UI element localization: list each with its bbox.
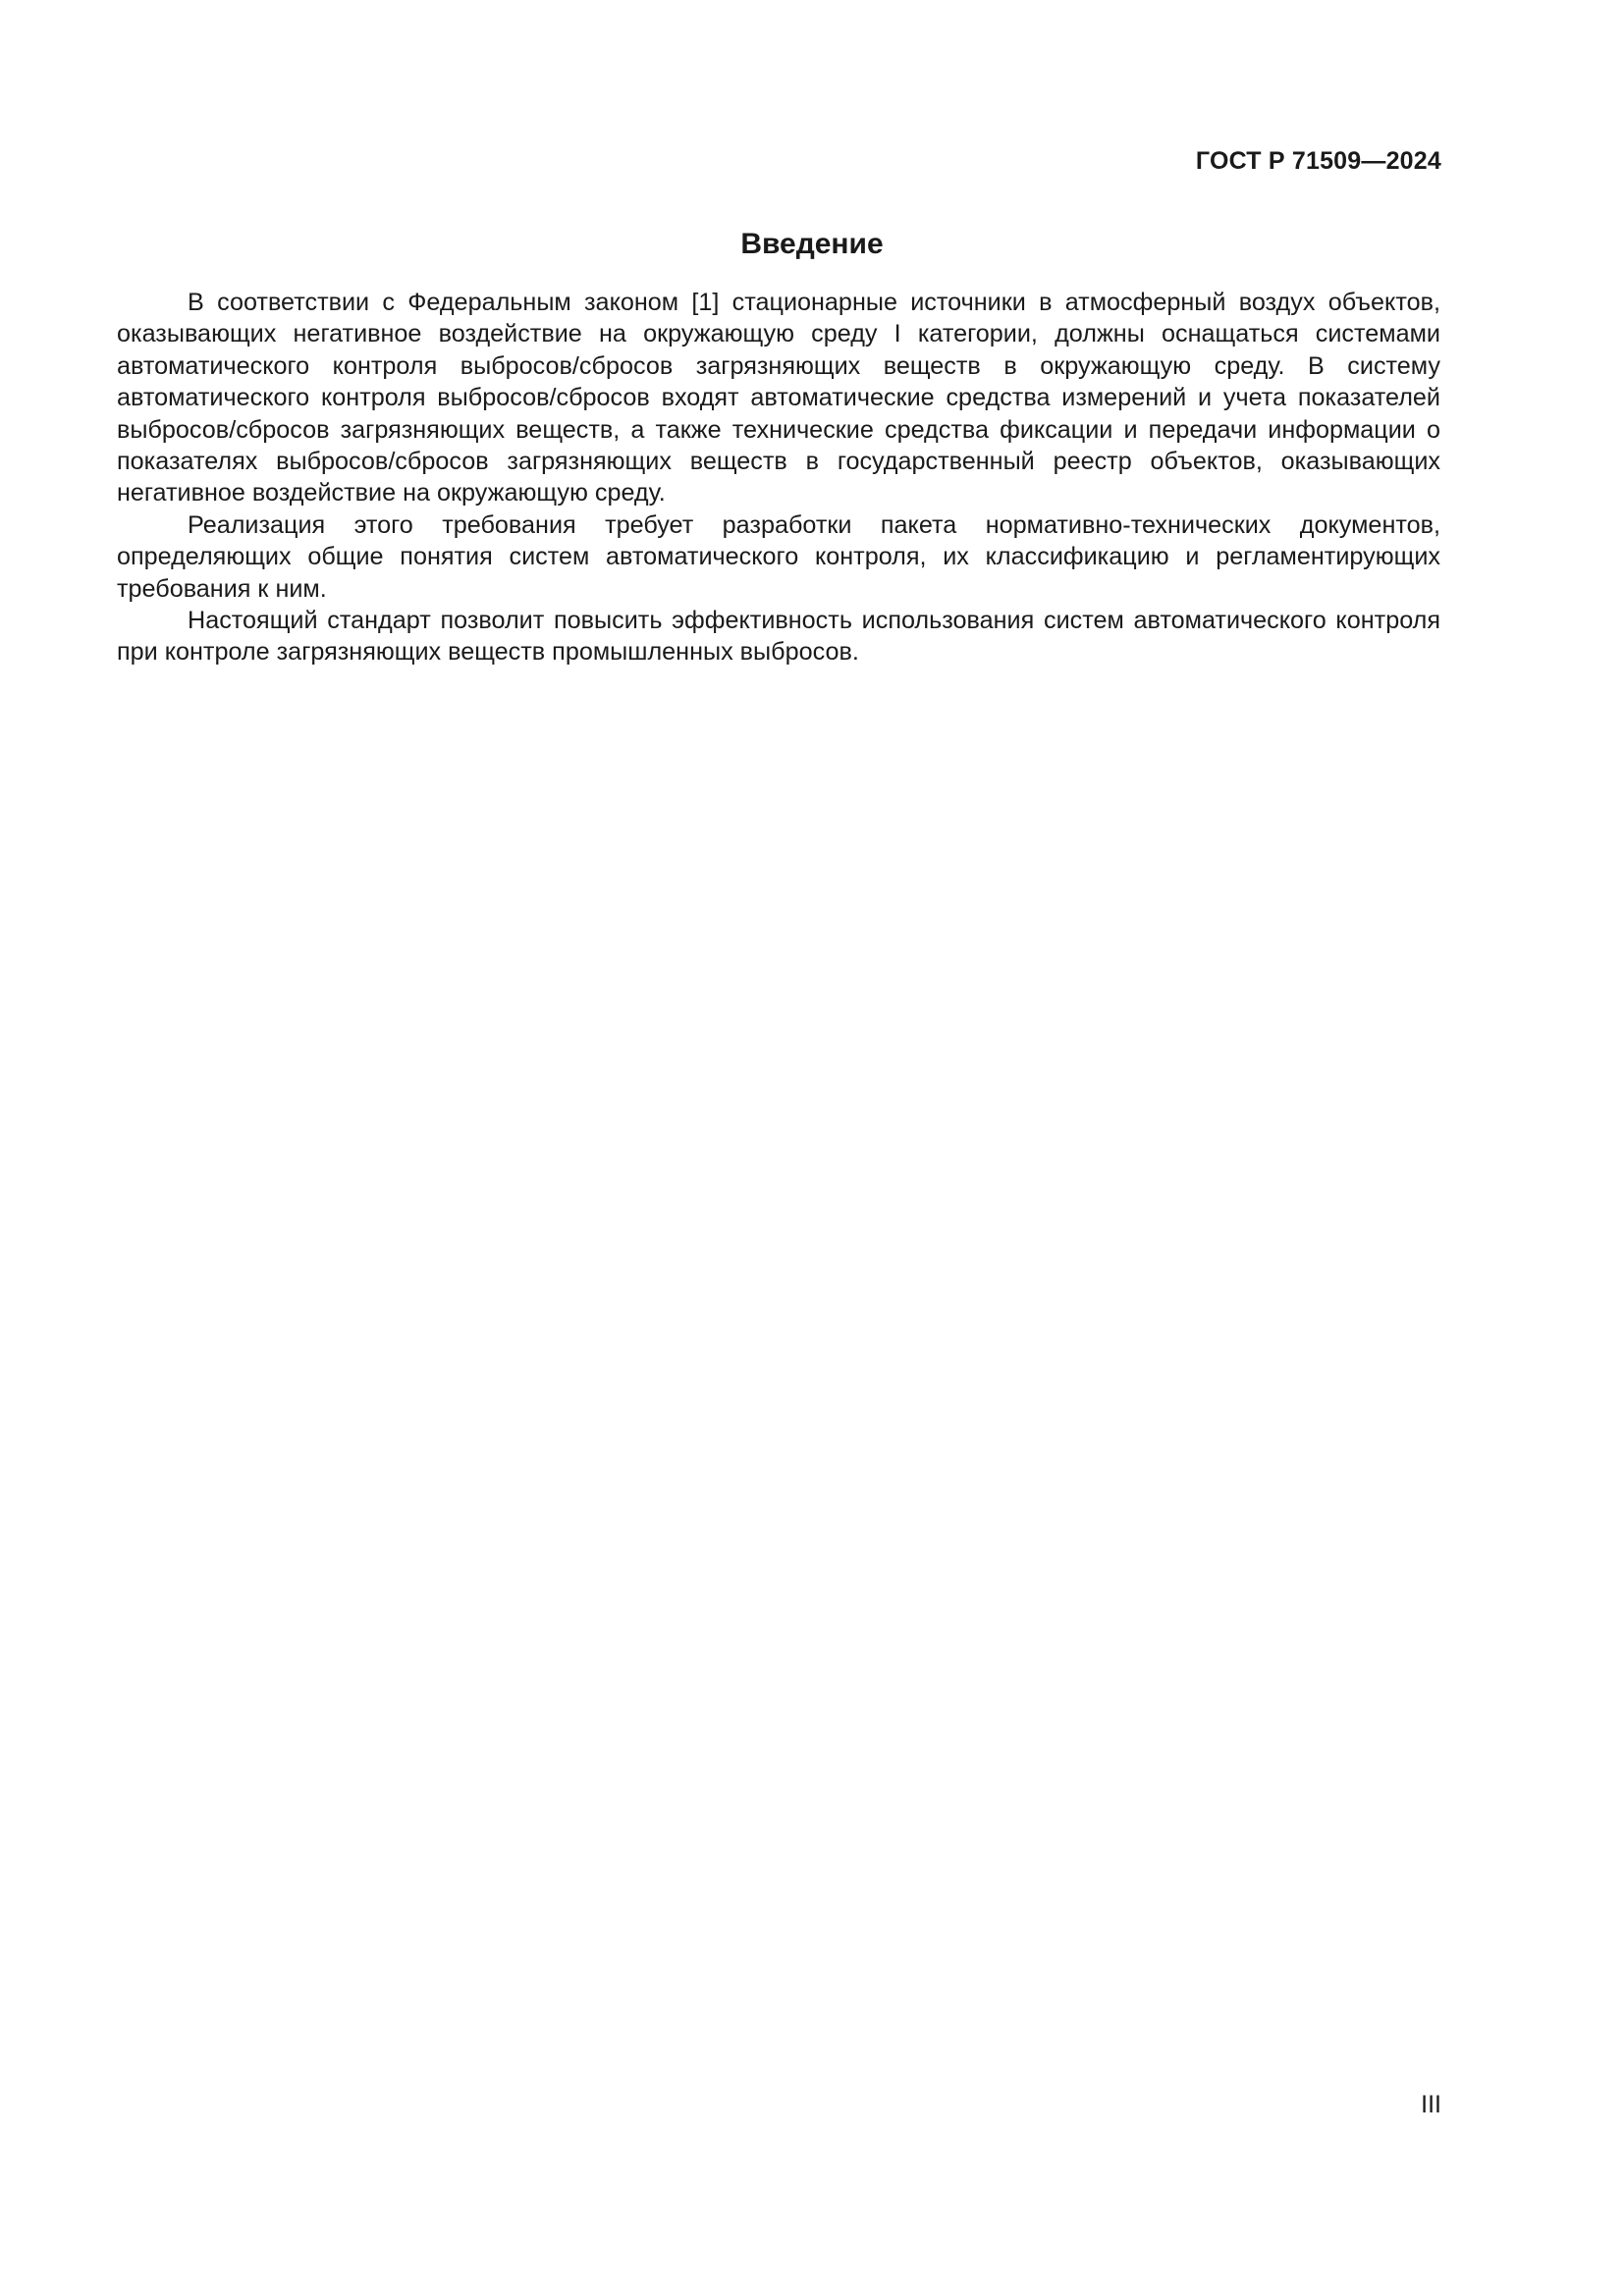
- paragraph: Настоящий стандарт позволит повысить эффективность использования систем автоматического контроля при контроле загрязняющих веществ промышленных выбросов.: [117, 607, 1440, 667]
- section-title: Введение: [740, 228, 884, 260]
- page-number: III: [1421, 2091, 1441, 2118]
- introduction-body: [117, 287, 1440, 668]
- document-code: ГОСТ Р 71509—2024: [1195, 147, 1441, 175]
- paragraph: В соответствии с Федеральным законом [1] стационарные источники в атмосферный воздух объектов, оказывающих негативное воздействие на окружающую среду I категории, должны оснащаться системами автоматического контроля выбросов/сбросов загрязняющих веществ в окружающую среду. В систему автоматического контроля выбросов/сбросов входят автоматические средства измерений и учета показателей выбросов/сбросов загрязняющих веществ, а также технические средства фиксации и передачи информации о показателях выбросов/сбросов загрязняющих веществ в государственный реестр объектов, оказывающих негативное воздействие на окружающую среду.: [117, 289, 1440, 507]
- paragraph: Реализация этого требования требует разработки пакета нормативно-технических документов, определяющих общие понятия систем автоматического контроля, их классификацию и регламентирующих требования к ним.: [117, 510, 1440, 603]
